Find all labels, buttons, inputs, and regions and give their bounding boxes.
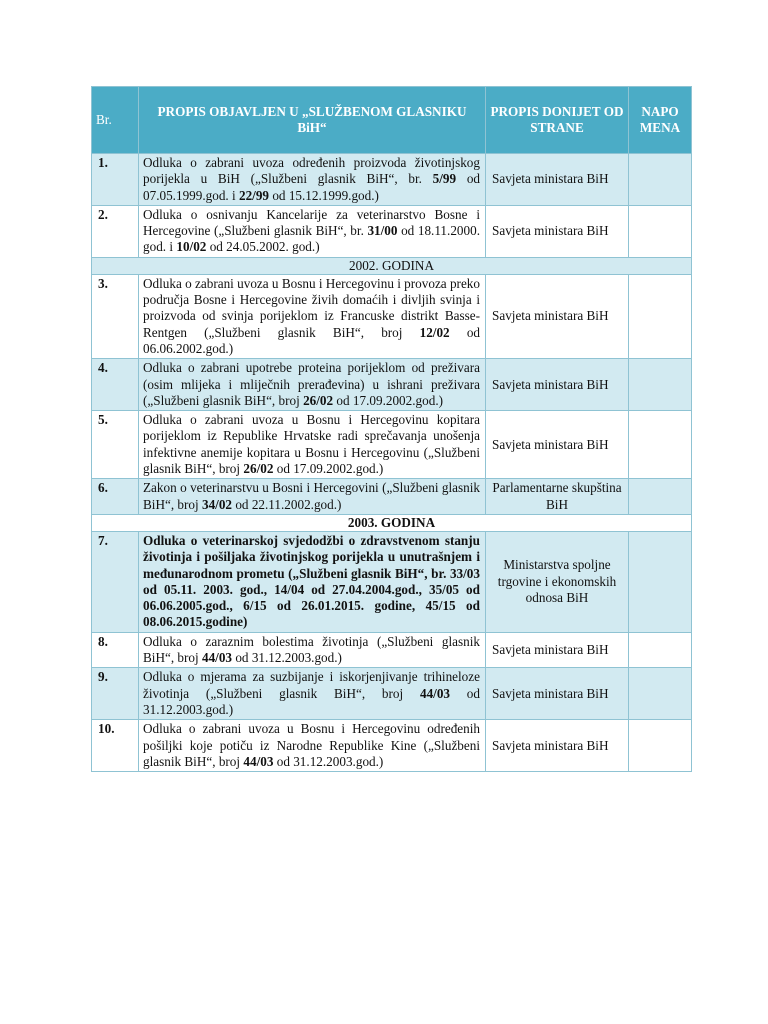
regulation-text-segment: od 31.12.2003.god.) — [273, 753, 384, 769]
regulation-text-segment: od 06.06.2002.god.) — [143, 324, 480, 356]
regulation-text-segment: od 22.11.2002.god.) — [232, 496, 342, 512]
regulation-text-segment: 5/99 — [432, 171, 457, 187]
section-row — [92, 257, 692, 274]
table-row — [92, 720, 692, 772]
regulation-text — [139, 668, 486, 720]
regulation-text-segment: Odluka o mjerama za suzbijanje i iskorjenjivanje trihineloze životinja („Službeni glasnik BiH“, broj — [143, 669, 480, 701]
row-number: 8. — [92, 632, 139, 668]
regulation-text-segment: 31/00 — [367, 223, 398, 239]
napomena-cell — [629, 274, 692, 358]
regulation-text-segment: od 17.09.2002.god.) — [273, 461, 384, 477]
adopted-by: Ministarstva spoljne trgovine i ekonomskih odnosa BiH — [486, 531, 629, 632]
regulation-text — [139, 154, 486, 206]
regulation-text-segment: Odluka o veterinarskoj svjedodžbi o zdravstvenom stanju životinja i pošiljaka životinjskog porijekla u unutrašnjem i međunarodnom prometu („Službeni glasnik BiH“, br. 33/03 od 05.11. 2003. god., 14/04 od 27.04.2004.god., 35/05 od 06.06.2005.god., 6/15 od 26.01.2015. godine, 45/15 od 08.06.2015.godine) — [143, 532, 480, 630]
regulation-text-segment: 44/03 — [201, 650, 233, 666]
regulation-text-segment: Odluka o zabrani uvoza u Bosnu i Hercegovinu kopitara porijeklom iz Republike Hrvatske radi sprečavanja unošenja infektivne anemije kopitara u Bosnu i Hercegovinu („Službeni glasnik BiH“, broj — [143, 412, 480, 477]
adopted-by: Savjeta ministara BiH — [486, 411, 629, 479]
header-propis: PROPIS OBJAVLJEN U „SLUŽBENOM GLASNIKU BiH“ — [139, 87, 486, 154]
regulation-text-segment: od 17.09.2002.god.) — [333, 392, 444, 408]
row-number: 5. — [92, 411, 139, 479]
regulation-text — [139, 359, 486, 411]
row-number: 1. — [92, 154, 139, 206]
table-header — [92, 87, 692, 154]
regulation-text — [139, 632, 486, 668]
table-row — [92, 479, 692, 515]
regulation-text-segment: od 31.12.2003.god.) — [143, 685, 480, 717]
adopted-by: Savjeta ministara BiH — [486, 720, 629, 772]
regulation-text-segment: 22/99 — [238, 187, 270, 203]
napomena-cell — [629, 359, 692, 411]
row-number: 10. — [92, 720, 139, 772]
napomena-cell — [629, 479, 692, 515]
regulation-text-segment: od 15.12.1999.god.) — [269, 187, 379, 203]
napomena-cell — [629, 720, 692, 772]
table-row — [92, 205, 692, 257]
section-label: 2003. GODINA — [92, 514, 692, 531]
regulation-text — [139, 479, 486, 515]
row-number: 3. — [92, 274, 139, 358]
regulation-text-segment: 26/02 — [303, 392, 334, 408]
table-row — [92, 154, 692, 206]
adopted-by: Savjeta ministara BiH — [486, 668, 629, 720]
regulation-text-segment: 44/03 — [243, 753, 274, 769]
row-number: 4. — [92, 359, 139, 411]
adopted-by: Savjeta ministara BiH — [486, 632, 629, 668]
regulation-text — [139, 274, 486, 358]
regulation-text-segment: Odluka o zabrani upotrebe proteina porijeklom od preživara (osim mlijeka i mliječnih prerađevina) u ishrani preživara („Službeni glasnik BiH“, broj — [143, 360, 480, 408]
table-row — [92, 411, 692, 479]
regulation-text-segment: Odluka o osnivanju Kancelarije za veterinarstvo Bosne i Hercegovine („Službeni glasnik BiH“, br. — [143, 206, 480, 239]
adopted-by: Savjeta ministara BiH — [486, 205, 629, 257]
row-number: 9. — [92, 668, 139, 720]
regulation-text-segment: od 07.05.1999.god. i — [143, 171, 481, 203]
regulation-text-segment: Odluka o zabrani uvoza određenih proizvoda životinjskog porijekla u BiH („Službeni glasnik BiH“, br. — [143, 155, 480, 187]
table-row — [92, 531, 692, 632]
regulation-text-segment: od 31.12.2003.god.) — [232, 650, 342, 666]
regulation-text — [139, 531, 486, 632]
napomena-cell — [629, 205, 692, 257]
header-donijet: PROPIS DONIJET OD STRANE — [486, 87, 629, 154]
regulation-text-segment: Odluka o zaraznim bolestima životinja („Službeni glasnik BiH“, broj — [143, 633, 480, 666]
regulation-text — [139, 411, 486, 479]
header-row — [92, 87, 692, 154]
table-row — [92, 359, 692, 411]
row-number: 6. — [92, 479, 139, 515]
napomena-cell — [629, 668, 692, 720]
napomena-cell — [629, 632, 692, 668]
adopted-by: Savjeta ministara BiH — [486, 154, 629, 206]
row-number: 7. — [92, 531, 139, 632]
row-number: 2. — [92, 205, 139, 257]
napomena-cell — [629, 154, 692, 206]
regulations-table — [91, 86, 692, 772]
regulation-text-segment: Odluka o zabrani uvoza u Bosnu i Hercegovinu i provoza preko područja Bosne i Hercegovine živih domaćih i divljih svinja i proizvoda od svinja porijeklom iz Francuske distrikt Basse-Rentgen („Službeni glasnik BiH“, broj — [143, 275, 480, 340]
napomena-cell — [629, 411, 692, 479]
regulations-document — [91, 86, 691, 772]
header-napomena: NAPO MENA — [629, 87, 692, 154]
section-row — [92, 514, 692, 531]
napomena-cell — [629, 531, 692, 632]
regulation-text-segment: od 18.11.2000. god. i — [143, 223, 480, 255]
table-row — [92, 274, 692, 358]
regulation-text-segment: 12/02 — [419, 324, 450, 340]
table-row — [92, 668, 692, 720]
regulation-text-segment: Zakon o veterinarstvu u Bosni i Hercegovini („Službeni glasnik BiH“, broj — [143, 480, 480, 512]
regulation-text-segment: od 24.05.2002. god.) — [206, 239, 320, 255]
table-row — [92, 632, 692, 668]
adopted-by: Savjeta ministara BiH — [486, 359, 629, 411]
adopted-by: Savjeta ministara BiH — [486, 274, 629, 358]
regulation-text-segment: Odluka o zabrani uvoza u Bosnu i Hercegovinu određenih pošiljki koje potiču iz Narodne Republike Kine („Službeni glasnik BiH“, broj — [143, 721, 480, 769]
table-body — [92, 154, 692, 772]
regulation-text — [139, 720, 486, 772]
regulation-text — [139, 205, 486, 257]
section-label: 2002. GODINA — [92, 257, 692, 274]
regulation-text-segment: 26/02 — [243, 461, 274, 477]
regulation-text-segment: 10/02 — [176, 239, 207, 255]
adopted-by: Parlamentarne skupština BiH — [486, 479, 629, 515]
regulation-text-segment: 44/03 — [419, 685, 451, 701]
regulation-text-segment: 34/02 — [201, 496, 233, 512]
header-br: Br. — [92, 87, 139, 154]
